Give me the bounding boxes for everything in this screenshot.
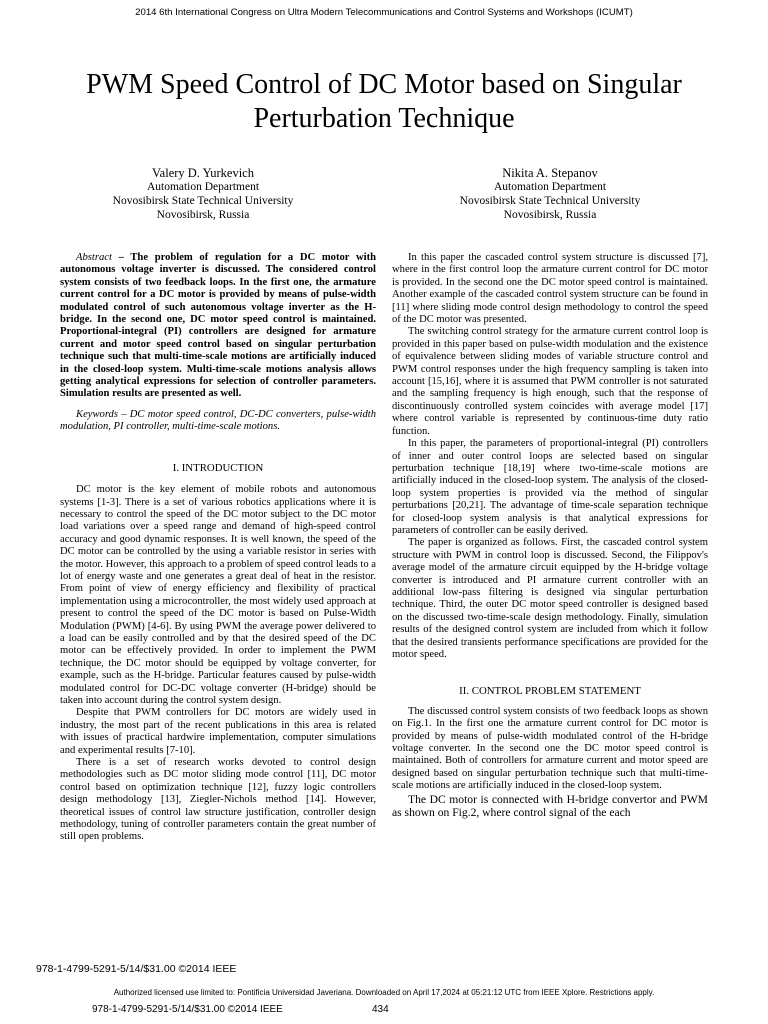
- abstract-label: Abstract: [76, 252, 112, 263]
- paragraph: The discussed control system consists of two feedback loops as shown on Fig.1. In the first one the armature current control for DC motor is provided by means of pulse-width modulated control of the H-bridge voltage converter. In the second one the DC motor speed control is maintained. Both of controllers for armature current and motor speed are designed based on singular perturbation technique such that multi-time-scale motions are artificially induced in the closed-loop system.: [392, 705, 708, 792]
- section-heading-control-problem: II. CONTROL PROBLEM STATEMENT: [459, 685, 641, 698]
- abstract: [60, 252, 376, 401]
- page-number: 434: [372, 1004, 389, 1015]
- author-department: Automation Department: [493, 181, 607, 193]
- author-name: Valery D. Yurkevich: [152, 166, 254, 180]
- authorized-use-notice: Authorized licensed use limited to: Pontificia Universidad Javeriana. Downloaded on April 17,2024 at 05:21:12 UTC from IEEE Xplore. Restrictions apply.: [113, 988, 655, 997]
- abstract-text: – The problem of regulation for a DC motor with autonomous voltage inverter is discussed. The considered control system consists of two feedback loops. In the first one, the armature current control for a DC motor is provided by means of pulse-width modulated control of such autonomous voltage inverter as the H-bridge. In the second one, DC motor speed control is maintained. Proportional-integral (PI) controllers are designed for armature current and motor speed control based on singular perturbation technique such that multi-time-scale motions are artificially induced in the closed-loop system. Multi-time-scale motions analysis allows getting analytical expressions for selection of controller parameters. Simulation results are presented as well.: [60, 252, 376, 400]
- author-university: Novosibirsk State Technical University: [459, 195, 641, 207]
- footer-copyright: 978-1-4799-5291-5/14/$31.00 ©2014 IEEE: [92, 1004, 283, 1015]
- paragraph: There is a set of research works devoted to control design methodologies such as DC motor sliding mode control [11], DC motor control based on optimization technique [12], fuzzy logic controllers design methodology [13], Ziegler-Nichols method [14]. However, theoretical issues of control law structure justification, controller design methodology, tuning of controller parameters contain the great number of still open problems.: [60, 757, 376, 843]
- author-university: Novosibirsk State Technical University: [112, 195, 294, 207]
- conference-header: 2014 6th International Congress on Ultra Modern Telecommunications and Control Systems and Workshops (ICUMT): [135, 7, 633, 18]
- author-location: Novosibirsk, Russia: [156, 209, 250, 221]
- section-heading-introduction: I. INTRODUCTION: [172, 461, 264, 474]
- left-column: [60, 252, 376, 844]
- paragraph: In this paper, the parameters of proportional-integral (PI) controllers of inner and outer control loops are selected based on singular perturbation technique [18,19] where two-time-scale motions are artificially induced in the closed-loop system. The analysis of the closed-loop system properties is provided via the method of singular perturbations [20,21]. The advantage of time-scale separation technique for closed-loop system analysis is that analytical expressions for parameters of controller can be easily derived.: [392, 438, 708, 536]
- author-block-2: [400, 166, 700, 222]
- paragraph: DC motor is the key element of mobile robots and autonomous systems [1-3]. There is a set of various robotics applications where it is necessary to control the speed of the DC motor subject to the DC motor load variations over a speed range and demand of high-speed control accuracy and good dynamic responses. It is well known, the speed of the DC motor can be controlled by the using a variable resistor in series with the motor. However, this approach to a problem of speed control leads to a lot of energy waste and one generates a great deal of heat in the resistor. From point of view of energy efficiency and flexibility of practical implementation using a microcontroller, the most widely used approach at present to control the speed of the DC motor is based on Pulse-Width Modulation (PWM) [4-6]. By using PWM the average power delivered to a load can be easily controlled and by that the desired speed of the DC motor can be effectively provided. In order to implement the PWM technique, the DC motor should be equipped by voltage converter, for example, such as the H-bridge. Particular features caused by pulse-width modulated control for DC-DC voltage converter (H-bridge) should be taken into account during the control system design.: [60, 484, 376, 706]
- paragraph: The switching control strategy for the armature current control loop is provided in this paper based on pulse-width modulation and the existence of equivalence between sliding modes of variable structure control and PWM control responses under the high frequency sampling is taken into account [15,16], where it is assumed that PWM controller is not saturated and the sampling frequency is high enough, such that the response of discontinuously controlled system coincides with average model [17] where control variable is represented by continuous-time duty ratio function.: [392, 326, 708, 437]
- author-location: Novosibirsk, Russia: [503, 209, 597, 221]
- paragraph: In this paper the cascaded control system structure is discussed [7], where in the first control loop the armature current control for DC motor is provided. In the second one the DC motor speed control is maintained. Another example of the cascaded control system structure can be found in [11] where sliding mode control design methodology to control the speed of the DC motor was presented.: [392, 252, 708, 326]
- author-name: Nikita A. Stepanov: [502, 166, 598, 180]
- author-block-1: [53, 166, 353, 222]
- paragraph: Despite that PWM controllers for DC motors are widely used in industry, the most part of the recent publications in this area is related with issues of practical hardwire implementation, computer simulations and experimental results [7-10].: [60, 707, 376, 756]
- author-department: Automation Department: [146, 181, 260, 193]
- paragraph: The paper is organized as follows. First, the cascaded control system structure with PWM in control loop is discussed. Second, the Filippov's average model of the armature circuit equipped by the H-bridge voltage converter is introduced and PI armature current controller with an additional low-pass filtering is designed via singular perturbation technique. Third, the outer DC motor speed controller is designed based on the discussed two-time-scale design methodology. Finally, simulation results of the designed control system are included from which it follow that the desired transients performance specifications are provided for the motor speed.: [392, 537, 708, 660]
- keywords: Keywords – DC motor speed control, DC-DC converters, pulse-width modulation, PI controller, multi-time-scale motions.: [60, 408, 376, 433]
- paragraph: The DC motor is connected with H-bridge convertor and PWM as shown on Fig.2, where control signal of the each: [392, 792, 708, 819]
- paper-title: PWM Speed Control of DC Motor based on Singular Perturbation Technique: [86, 69, 682, 134]
- copyright-line: 978-1-4799-5291-5/14/$31.00 ©2014 IEEE: [36, 963, 237, 975]
- right-column: [392, 252, 708, 819]
